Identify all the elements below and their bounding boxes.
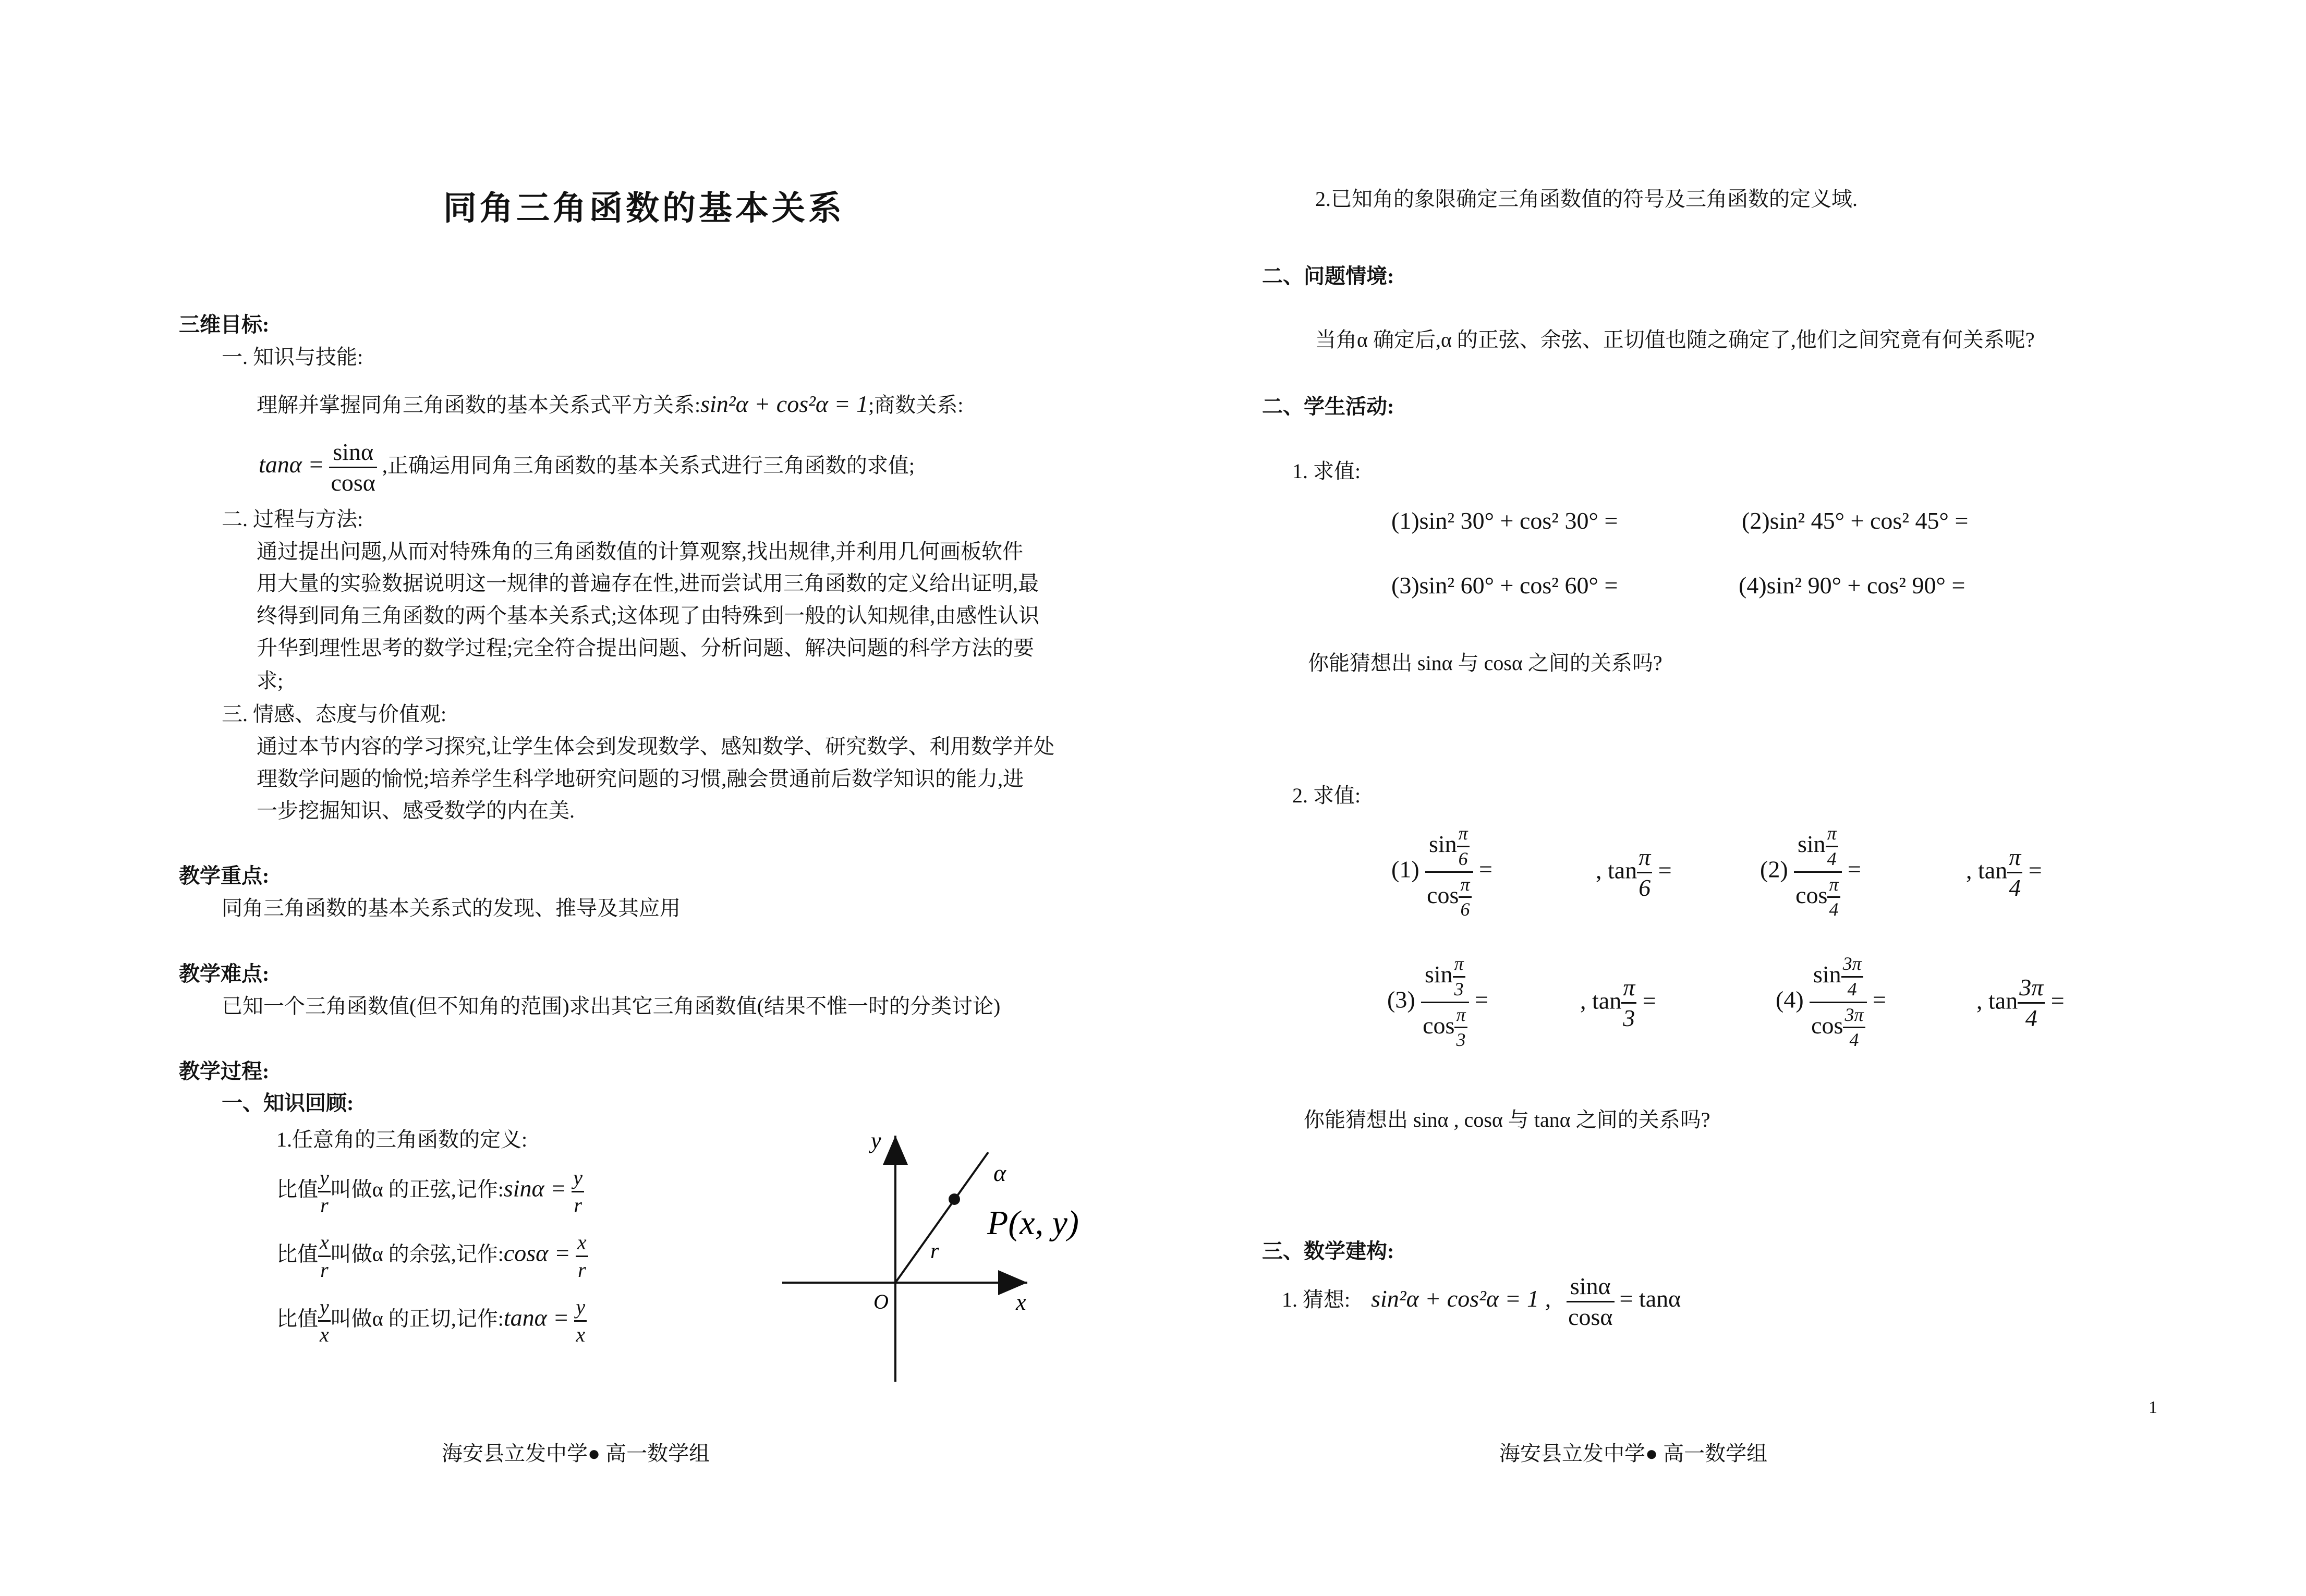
situation-heading: 二、问题情境: bbox=[1262, 264, 1394, 288]
review-item: 1.任意角的三角函数的定义: bbox=[276, 1128, 528, 1151]
goal2-line: 终得到同角三角函数的两个基本关系式;这体现了由特殊到一般的认知规律,由感性认识 bbox=[257, 604, 1040, 627]
q2-item-4: (4) sin $\frac{3\pi}{4}$ cos $\frac{3\pi}{4}$ = bbox=[1776, 953, 1886, 1051]
goals-heading: 三维目标: bbox=[179, 313, 270, 336]
q1-guess: 你能猜想出 sinα 与 cosα 之间的关系吗? bbox=[1308, 651, 1662, 675]
goal2-line: 用大量的实验数据说明这一规律的普遍存在性,进而尝试用三角函数的定义给出证明,最 bbox=[257, 571, 1039, 595]
ratio-sine: 比值 $\frac{y}{r}$ 叫做α 的正弦,记作:sinα = $\frac{y}{r}$ bbox=[276, 1167, 584, 1216]
goal1-line1: 理解并掌握同角三角函数的基本关系式平方关系:sin²α + cos²α = 1;商数关系: bbox=[257, 391, 964, 417]
sin-over-cos-fraction: sin $\frac{\pi}{6}$ cos $\frac{\pi}{6}$ bbox=[1425, 824, 1473, 920]
difficulty-heading: 教学难点: bbox=[179, 962, 270, 985]
pythagorean-formula: sin²α + cos²α = 1 bbox=[700, 391, 869, 417]
right-footer: 海安县立发中学● 高一数学组 bbox=[1499, 1442, 1768, 1465]
q1-item-3: (3)sin² 60° + cos² 60° = bbox=[1391, 572, 1618, 599]
r-label: r bbox=[930, 1239, 939, 1263]
goal2-line: 通过提出问题,从而对特殊角的三角函数值的计算观察,找出规律,并利用几何画板软件 bbox=[257, 540, 1023, 563]
goal2-line: 求; bbox=[257, 669, 284, 692]
q1-item-2: (2)sin² 45° + cos² 45° = bbox=[1742, 507, 1969, 534]
goal2-heading: 二. 过程与方法: bbox=[222, 507, 363, 531]
ratio-cosine: 比值 $\frac{x}{r}$ 叫做α 的余弦,记作:cosα = $\frac{x}{r}$ bbox=[276, 1232, 588, 1281]
terminal-ray bbox=[895, 1152, 988, 1283]
q2-item-3: (3) sin $\frac{\pi}{3}$ cos $\frac{\pi}{3}$ = bbox=[1387, 953, 1488, 1051]
q2-tan-3: , tan $\frac{\pi}{3}$ = bbox=[1580, 974, 1656, 1032]
conjecture-fraction: $\frac{\sin\alpha}{\cos\alpha}$ bbox=[1567, 1274, 1614, 1330]
key-point-text: 同角三角函数的基本关系式的发现、推导及其应用 bbox=[222, 896, 681, 920]
activity-heading: 二、学生活动: bbox=[1262, 395, 1394, 418]
q1-item-1: (1)sin² 30° + cos² 30° = bbox=[1391, 507, 1618, 534]
x-axis-label: x bbox=[1016, 1289, 1026, 1315]
situation-text: 当角α 确定后,α 的正弦、余弦、正切值也随之确定了,他们之间究竟有何关系呢? bbox=[1315, 328, 2035, 351]
tan-quotient-fraction: $\frac{\sin\alpha}{\cos\alpha}$ bbox=[329, 440, 377, 496]
modeling-heading: 三、数学建构: bbox=[1262, 1239, 1394, 1263]
page-number: 1 bbox=[2149, 1398, 2157, 1417]
trig-definition-diagram bbox=[777, 1126, 1090, 1387]
left-footer: 海安县立发中学● 高一数学组 bbox=[442, 1442, 710, 1465]
q1-item-4: (4)sin² 90° + cos² 90° = bbox=[1739, 572, 1965, 599]
goal2-line: 升华到理性思考的数学过程;完全符合提出问题、分析问题、解决问题的科学方法的要 bbox=[257, 636, 1035, 660]
goal3-line: 理数学问题的愉悦;培养学生科学地研究问题的习惯,融会贯通前后数学知识的能力,进 bbox=[257, 767, 1024, 790]
goal3-line: 一步挖掘知识、感受数学的内在美. bbox=[257, 799, 575, 822]
goal3-line: 通过本节内容的学习探究,让学生体会到发现数学、感知数学、研究数学、利用数学并处 bbox=[257, 735, 1054, 758]
y-axis-label: y bbox=[871, 1128, 881, 1153]
origin-label: O bbox=[873, 1290, 889, 1313]
alpha-label: α bbox=[993, 1160, 1006, 1186]
q2-tan-4: , tan $\frac{3\pi}{4}$ = bbox=[1976, 974, 2065, 1032]
page-title: 同角三角函数的基本关系 bbox=[443, 190, 845, 227]
ratio-tangent: 比值 $\frac{y}{x}$ 叫做α 的正切,记作:tanα = $\frac{y}{x}$ bbox=[276, 1296, 587, 1346]
conjecture-line: 1. 猜想: sin²α + cos²α = 1 , $\frac{\sin\alpha}{\cos\alpha}$ = tanα bbox=[1282, 1273, 1681, 1331]
process-heading: 教学过程: bbox=[179, 1059, 270, 1083]
q2-label: 2. 求值: bbox=[1292, 784, 1361, 807]
q1-label: 1. 求值: bbox=[1292, 459, 1361, 483]
goal1-heading: 一. 知识与技能: bbox=[222, 345, 363, 369]
point-label: P(x, y) bbox=[987, 1204, 1079, 1242]
item-2: 2.已知角的象限确定三角函数值的符号及三角函数的定义域. bbox=[1315, 187, 1858, 211]
goal3-heading: 三. 情感、态度与价值观: bbox=[222, 702, 447, 726]
goal1-line2: tanα = $\frac{\sin\alpha}{\cos\alpha}$ ,正确运用同角三角函数的基本关系式进行三角函数的求值; bbox=[259, 438, 915, 496]
key-point-heading: 教学重点: bbox=[179, 864, 270, 887]
q2-tan-2: , tan $\frac{\pi}{4}$ = bbox=[1966, 844, 2042, 901]
q2-item-2: (2) sin $\frac{\pi}{4}$ cos $\frac{\pi}{4}$ = bbox=[1760, 823, 1861, 920]
q2-guess: 你能猜想出 sinα , cosα 与 tanα 之间的关系吗? bbox=[1304, 1108, 1710, 1131]
q2-item-1: (1) sin $\frac{\pi}{6}$ cos $\frac{\pi}{6}$ = bbox=[1391, 823, 1492, 920]
q2-tan-1: , tan $\frac{\pi}{6}$ = bbox=[1596, 844, 1672, 901]
point-p bbox=[949, 1193, 960, 1205]
difficulty-text: 已知一个三角函数值(但不知角的范围)求出其它三角函数值(结果不惟一时的分类讨论) bbox=[222, 994, 1001, 1018]
review-heading: 一、知识回顾: bbox=[222, 1091, 354, 1115]
